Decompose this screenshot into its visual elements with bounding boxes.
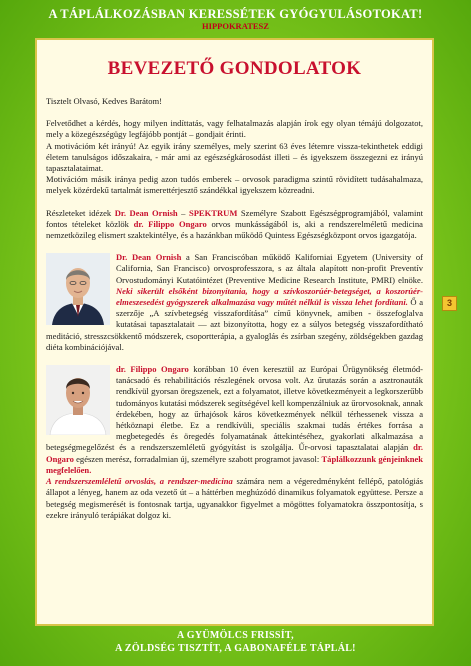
ongaro-section [46, 364, 423, 476]
spektrum-label: SPEKTRUM [188, 207, 238, 218]
ornish-text-2: Ő a szerzője „A szívbetegség visszafordítása” című könyvnek, amiben - összefoglalva kutatásai tapasztalatait — azt bizonyította, hogy ez a súlyos betegség visszafordítható meditáció, stresszcsökkentő módszerek, csoportterápia, a gyaloglás és zsírban szegény, zöldségekben gazdag diéta kombinációjával. [46, 297, 423, 352]
top-banner [0, 0, 471, 34]
paragraph-1: Felvetődhet a kérdés, hogy milyen indíttatás, vagy felhatalmazás alapján írok egy olyan témájú dolgozatot, mely a közegészségügy legfájóbb pontját – gondjait érinti. [46, 118, 423, 140]
ongaro-photo [46, 365, 110, 435]
ornish-text-1: a San Franciscóban működő Kaliforniai Egyetem (University of California, San Francisco) orvosprofesszora, s az általa alapított non-profit Preventív Orvostudományi Kutatóintézet (Preventive Medicine Research Institute, PMRI) elnöke. [116, 252, 423, 285]
paragraph-2a: A motivációm két irányú! Az egyik irány személyes, mely szerint 63 éves létemre vissza-tekinthetek eddigi életem tanulságos időszakaira, - már ami az egészségkárosodást illeti – és igyekszem összegezni ez irányú tapasztalataimat. [46, 140, 423, 174]
p3-text-2: – [177, 207, 189, 218]
portrait-image [46, 253, 110, 325]
ornish-section [46, 252, 423, 353]
ongaro-name-inline: dr. Filippo Ongaro [133, 218, 207, 229]
ongaro-text-2: egészen merész, forradalmian új, személyre szabott programot javasol: [73, 453, 322, 464]
ongaro-program: Táplálkozzunk génjeinknek megfelelően. [46, 453, 424, 475]
paragraph-2b: Motivációm másik iránya pedig azon tudós emberek – orvosok paradigma szintű rövidített tudásahalmaza, melyek közérdekű tartalmát ismerettérjesztő szándékkal igyekszem közreadni. [46, 174, 423, 196]
footer-line-1: A GYÜMÖLCS FRISSÍT, [177, 630, 294, 641]
ongaro-text-1: korábban 10 éven keresztül az Európai Űrügynökség életmód-tanácsadó és rehabilitációs részlegének orvosa volt. Az űrutazás során a asztronauták rendkívül gyorsan öregszenek, ezt a folyamatot, illetve következményeit a legkorszerűbb tudományos kutatási módszerek segítségével kell kompenzálniuk az űrorvosoknak, annak érdekében, hogy az űrhajósok káros következmények nélkül térhessenek vissza a hétköznapi életbe. Ez a rendkívüli, speciális szakmai tudás értékes forrása a megbetegedés és öregedés folyamatának áttekintéséhez, gyakorlati alkalmazása a betegségmegelőzést és a rendszerszemléletű gyógyítást is szolgálja. Űr-orvosi tapasztalatai alapján [46, 364, 423, 453]
page-number-badge: 3 [442, 296, 457, 311]
ongaro-name-2: dr. Ongaro [46, 442, 423, 464]
paragraph-3 [46, 208, 423, 242]
final-text: számára nem a végeredményként fellépő, patológiás állapot a lényeg, hanem az oda vezető út – a háttérben meghúzódó dinamikus folyamatok együttese. Persze a betegség megismerését is fontosnak tartja, ugyanakkor figyelmet a mögöttes folyamatokra összpontosítja, s ezekre irányuló terápiákat dolgoz ki. [46, 476, 423, 520]
motto-title: A TÁPLÁLKOZÁSBAN KERESSÉTEK GYÓGYULÁSOTOKAT! [48, 7, 423, 21]
greeting: Tisztelt Olvasó, Kedves Barátom! [46, 96, 163, 106]
system-medicine-lead: A rendszerszemléletű orvoslás, a rendszer-medicina [46, 476, 233, 487]
portrait-image [46, 365, 110, 435]
ornish-photo [46, 253, 110, 325]
p3-text-1: Részleteket idézek [46, 207, 115, 218]
footer-line-2: A ZÖLDSÉG TISZTÍT, A GABONAFÉLE TÁPLÁL! [115, 643, 356, 654]
ongaro-name: dr. Filippo Ongaro [116, 364, 189, 375]
bottom-banner [0, 629, 471, 655]
ornish-name-inline: Dr. Dean Ornish [114, 207, 178, 218]
article-panel [35, 38, 434, 626]
ornish-highlight: Neki sikerült elsőként bizonyítania, hogy a szívkoszorúér-betegséget, a koszorúér-elmeszesedést gyógyszerek alkalmazása vagy műtét nélkül is vissza lehet fordítani. [116, 285, 423, 308]
final-paragraph [46, 476, 423, 521]
ornish-name: Dr. Dean Ornish [116, 252, 182, 263]
p3-text-3: Személyre Szabott Egészségprogramjából, valamint fontos tételeket közlök [46, 207, 423, 229]
motto-author: HIPPOKRATESZ [202, 21, 269, 31]
page-title: BEVEZETŐ GONDOLATOK [107, 58, 362, 79]
p3-text-4: orvos munkásságából is, aki a rendszerelméletű medicina nemzetközileg elismert szaktekintélye, és a hazánkban működő Quintess Egészségközpont orvos igazgatója. [46, 218, 423, 241]
